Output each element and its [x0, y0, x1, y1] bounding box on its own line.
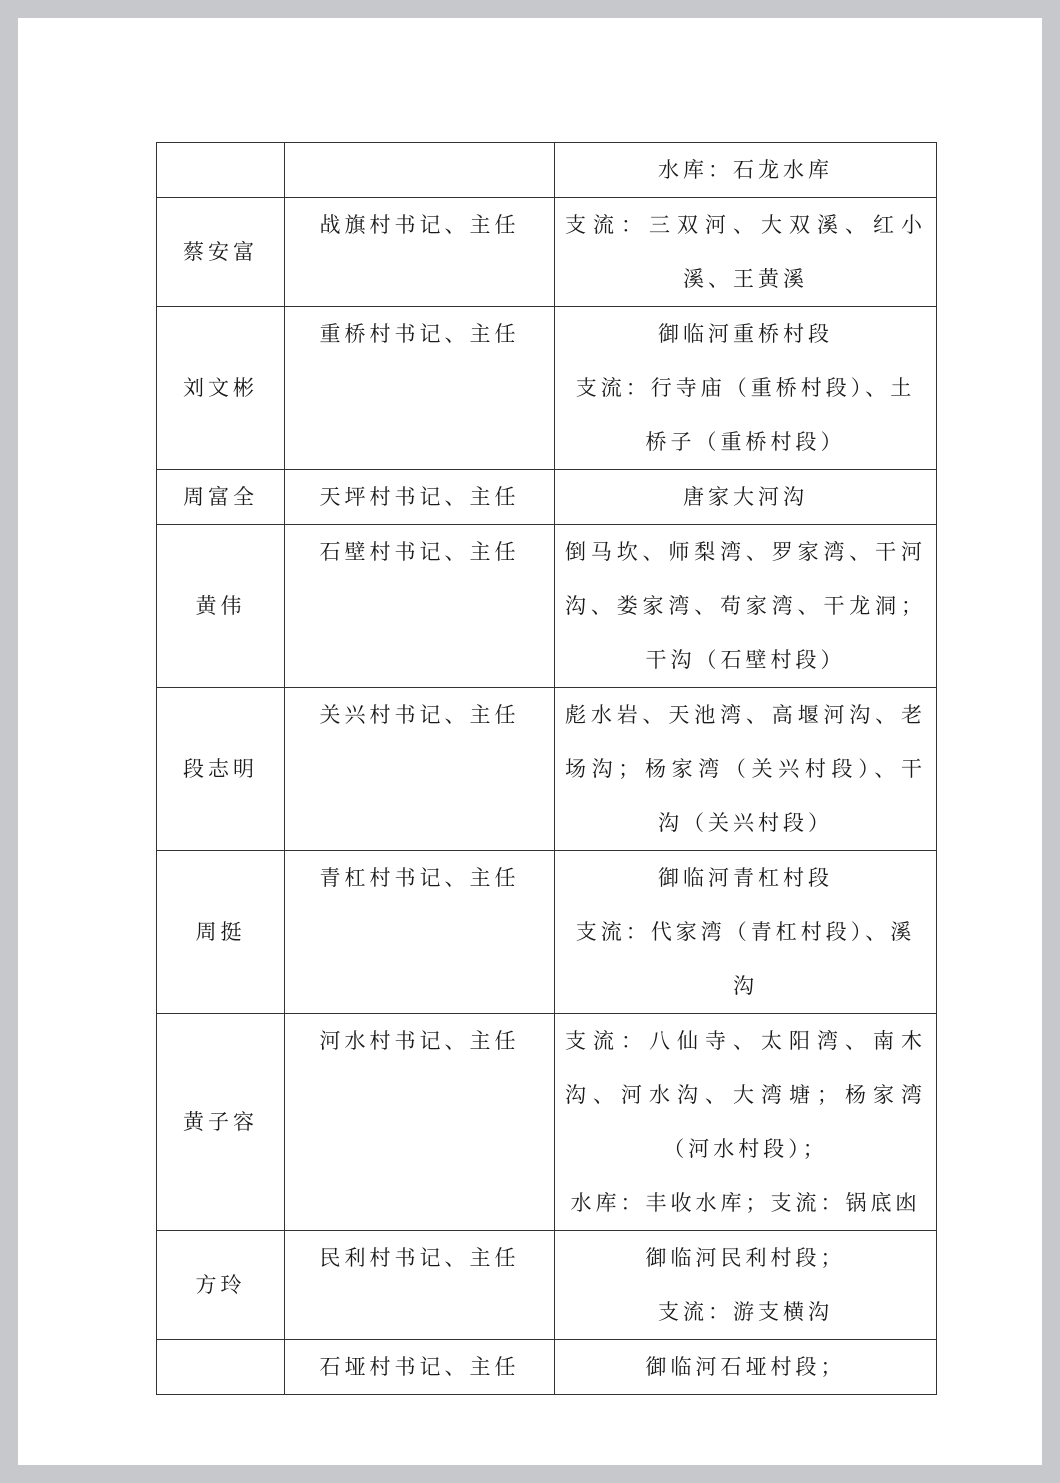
river-line: 支流：游支横沟 — [658, 1300, 833, 1324]
river-cell — [555, 1014, 937, 1231]
table-row — [157, 198, 937, 307]
role-cell: 天坪村书记、主任 — [285, 470, 555, 525]
river-line: 唐家大河沟 — [683, 485, 808, 509]
name-cell: 刘文彬 — [157, 307, 285, 470]
role-cell: 青杠村书记、主任 — [285, 851, 555, 1014]
table-row — [157, 688, 937, 851]
river-line: 支流：行寺庙（重桥村段）、土桥子（重桥村段） — [575, 376, 916, 454]
river-line: 支流：三双河、大双溪、红小溪、王黄溪 — [565, 213, 926, 291]
river-line: 水库：丰收水库；支流：锅底凼 — [570, 1191, 921, 1215]
river-cell — [555, 1231, 937, 1340]
river-cell — [555, 1340, 937, 1395]
table-row — [157, 307, 937, 470]
role-cell: 重桥村书记、主任 — [285, 307, 555, 470]
role-cell: 关兴村书记、主任 — [285, 688, 555, 851]
table-row — [157, 1014, 937, 1231]
role-cell: 石垭村书记、主任 — [285, 1340, 555, 1395]
river-line: 御临河重桥村段 — [658, 322, 833, 346]
document-page — [18, 18, 1042, 1465]
name-cell: 周挺 — [157, 851, 285, 1014]
name-cell — [157, 1340, 285, 1395]
river-cell — [555, 851, 937, 1014]
name-cell: 方玲 — [157, 1231, 285, 1340]
river-line: 御临河民利村段； — [645, 1246, 846, 1270]
river-cell — [555, 198, 937, 307]
table-row — [157, 525, 937, 688]
river-cell — [555, 307, 937, 470]
river-line: 支流：代家湾（青杠村段）、溪沟 — [575, 920, 916, 998]
name-cell: 蔡安富 — [157, 198, 285, 307]
role-cell — [285, 143, 555, 198]
table-row — [157, 143, 937, 198]
river-line: 水库：石龙水库 — [658, 158, 833, 182]
name-cell: 黄子容 — [157, 1014, 285, 1231]
table-row — [157, 470, 937, 525]
river-cell — [555, 470, 937, 525]
river-line: 彪水岩、天池湾、高堰河沟、老场沟；杨家湾（关兴村段）、干沟（关兴村段） — [565, 703, 926, 835]
river-cell — [555, 688, 937, 851]
table-row — [157, 851, 937, 1014]
river-line: 支流：八仙寺、太阳湾、南木沟、河水沟、大湾塘；杨家湾（河水村段）； — [565, 1029, 926, 1161]
river-line: 御临河石垭村段； — [645, 1355, 846, 1379]
table-row — [157, 1340, 937, 1395]
river-cell — [555, 525, 937, 688]
table-row — [157, 1231, 937, 1340]
name-cell: 周富全 — [157, 470, 285, 525]
role-cell: 石壁村书记、主任 — [285, 525, 555, 688]
name-cell — [157, 143, 285, 198]
name-cell: 段志明 — [157, 688, 285, 851]
river-cell — [555, 143, 937, 198]
role-cell: 河水村书记、主任 — [285, 1014, 555, 1231]
role-cell: 民利村书记、主任 — [285, 1231, 555, 1340]
river-line: 倒马坎、师梨湾、罗家湾、干河沟、娄家湾、苟家湾、干龙洞；干沟（石壁村段） — [565, 540, 926, 672]
name-cell: 黄伟 — [157, 525, 285, 688]
river-line: 御临河青杠村段 — [658, 866, 833, 890]
role-cell: 战旗村书记、主任 — [285, 198, 555, 307]
river-chief-table — [156, 142, 937, 1395]
